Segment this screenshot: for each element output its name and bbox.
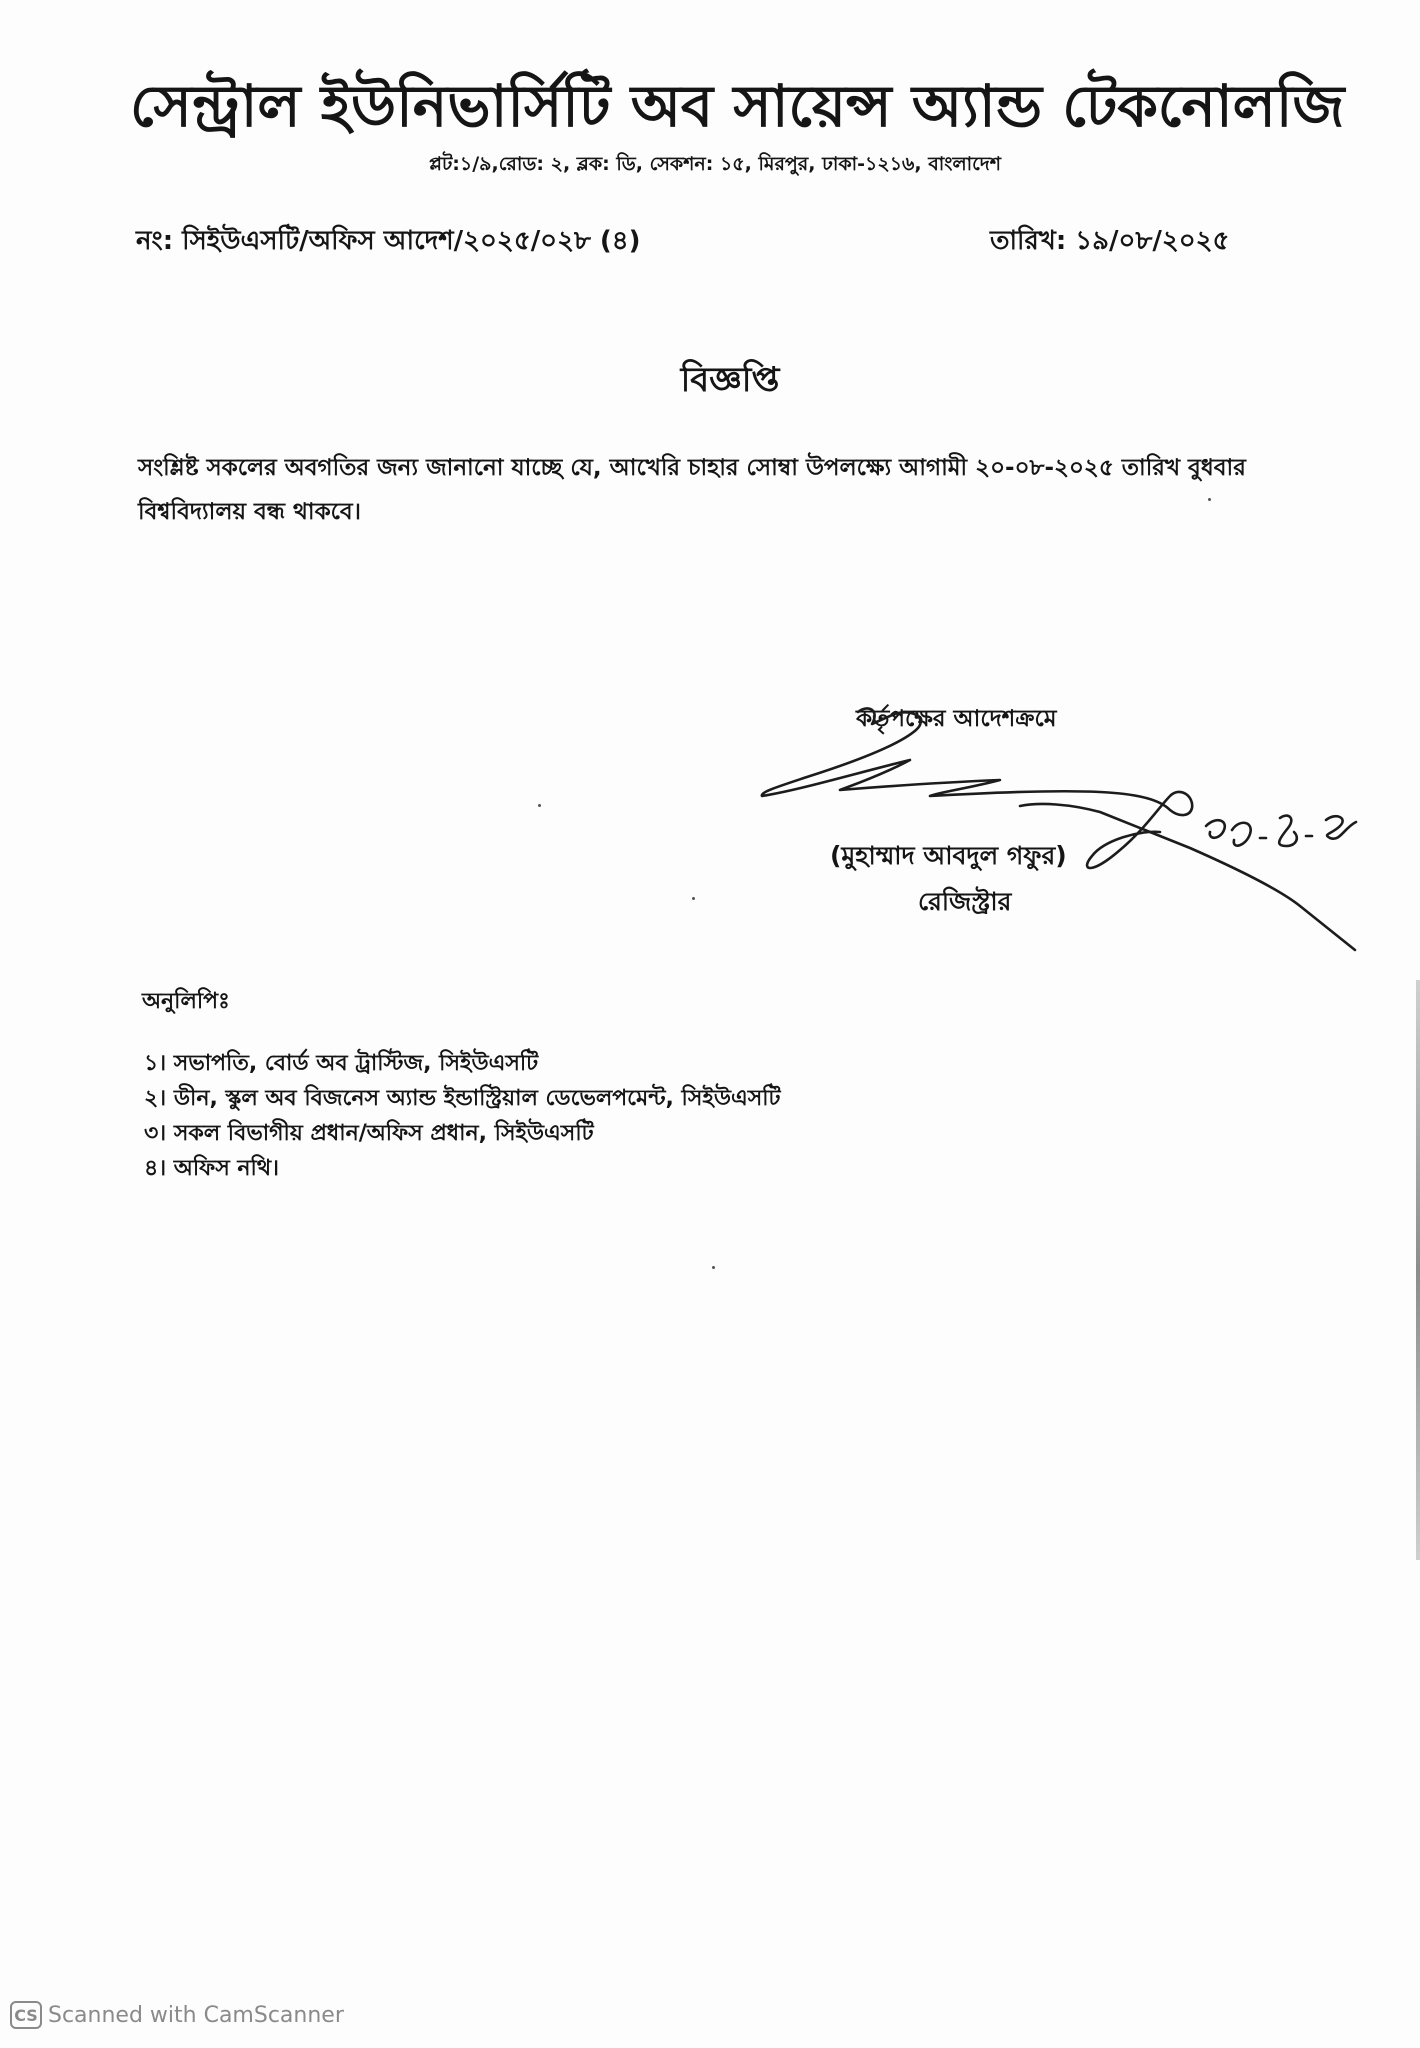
scan-edge-shadow — [1416, 980, 1420, 1560]
copy-to-list — [144, 1046, 781, 1186]
camscanner-watermark — [10, 2001, 344, 2029]
institution-address: প্লট:১/৯,রোড: ২, ব্লক: ডি, সেকশন: ১৫, মিরপুর, ঢাকা-১২১৬, বাংলাদেশ — [428, 153, 1002, 175]
notice-body: সংশ্লিষ্ট সকলের অবগতির জন্য জানানো যাচ্ছে যে, আখেরি চাহার সোম্বা উপলক্ষ্যে আগামী ২০-০৮-২০২৫ তারিখ বুধবার বিশ্ববিদ্যালয় বন্ধ থাকবে। — [138, 455, 1246, 525]
scan-speck — [538, 804, 541, 807]
copy-to-item: ৪। অফিস নথি। — [144, 1156, 279, 1181]
signatory-designation: রেজিস্ট্রার — [918, 887, 1012, 916]
copy-to-item: ২। ডীন, স্কুল অব বিজনেস অ্যান্ড ইন্ডাস্ট্রিয়াল ডেভেলপমেন্ট, সিইউএসটি — [144, 1086, 781, 1111]
watermark-text: Scanned with CamScanner — [48, 2002, 344, 2028]
handwritten-signature — [740, 700, 1360, 1000]
institution-name: সেন্ট্রাল ইউনিভার্সিটি অব সায়েন্স অ্যান্ড টেকনোলজি — [130, 72, 1345, 140]
scan-speck — [712, 1266, 715, 1269]
by-order-of-authority: কর্তৃপক্ষের আদেশক্রমে — [856, 706, 1057, 732]
copy-to-heading: অনুলিপিঃ — [142, 989, 230, 1014]
scan-speck — [1208, 498, 1211, 501]
copy-to-item: ১। সভাপতি, বোর্ড অব ট্রাস্টিজ, সিইউএসটি — [144, 1051, 539, 1076]
copy-to-item: ৩। সকল বিভাগীয় প্রধান/অফিস প্রধান, সিইউএসটি — [144, 1121, 594, 1146]
signatory-name: (মুহাম্মাদ আবদুল গফুর) — [830, 841, 1067, 870]
notice-heading: বিজ্ঞপ্তি — [680, 360, 780, 400]
reference-number: নং: সিইউএসটি/অফিস আদেশ/২০২৫/০২৮ (৪) — [136, 226, 641, 256]
camscanner-logo-icon: CS — [10, 2001, 42, 2029]
scan-speck — [692, 897, 695, 900]
issue-date: তারিখ: ১৯/০৮/২০২৫ — [990, 226, 1230, 256]
